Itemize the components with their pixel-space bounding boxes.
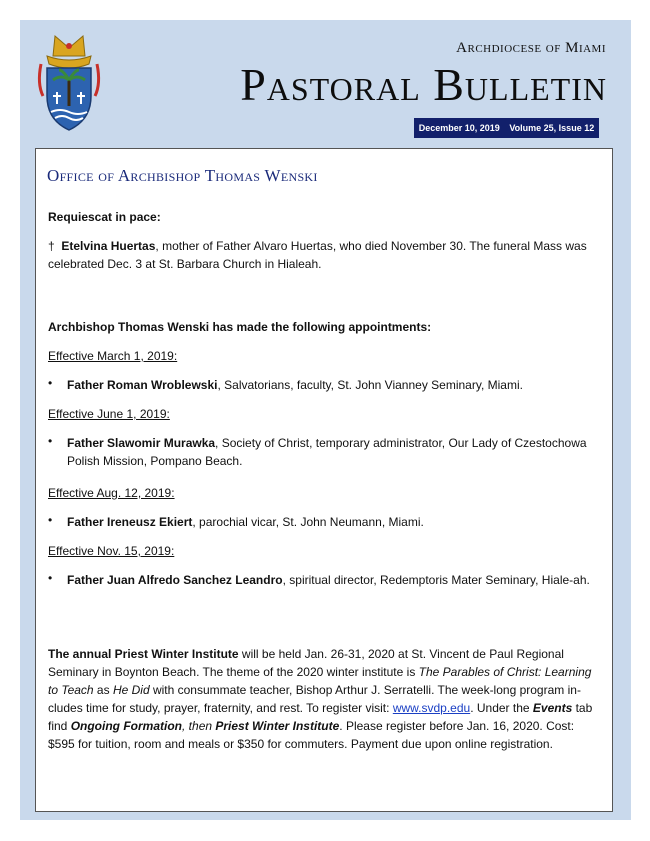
institute-theme: The Parables of Christ: Learning to Teach — [48, 665, 592, 697]
institute-text: as — [93, 683, 113, 697]
institute-paragraph — [48, 645, 593, 753]
effective-date: Effective Nov. 15, 2019: — [48, 544, 175, 558]
institute-text: tab find — [48, 701, 593, 733]
bullet-icon: • — [48, 434, 53, 448]
bullet-icon: • — [48, 513, 53, 527]
appointment-item — [67, 513, 592, 531]
bulletin-title: Pastoral Bulletin — [240, 59, 607, 110]
requiescat-heading: Requiescat in pace: — [48, 210, 161, 224]
appointee-name: Father Ireneusz Ekiert — [67, 515, 193, 529]
ongoing-formation: Ongoing Formation — [70, 719, 183, 733]
institute-text: with consummate teacher, Bishop Arthur J. Serratelli. The week-long program in-cludes time for study, prayer, fraternity, and rest. To register visit: — [48, 683, 581, 715]
bullet-icon: • — [48, 571, 53, 585]
appointment-item — [67, 434, 592, 470]
events-tab-name: Events — [532, 701, 573, 715]
diocese-name: Archdiocese of Miami — [456, 40, 606, 56]
issue-volume: Volume 25, Issue 12 — [509, 123, 595, 133]
dagger-icon: † — [48, 239, 55, 253]
institute-text: will be held Jan. 26-31, 2020 at St. Vincent de Paul Regional Seminary in Boynton Beach. The theme of the 2020 winter institute is — [48, 647, 564, 679]
appointee-name: Father Juan Alfredo Sanchez Leandro — [67, 573, 283, 587]
institute-text: , then — [182, 719, 216, 733]
appointment-text: , Salvatorians, faculty, St. John Vianney Seminary, Miami. — [217, 378, 523, 392]
requiescat-text: , mother of Father Alvaro Huertas, who died November 30. The funeral Mass was celebrated Dec. 3 at St. Barbara Church in Hialeah. — [48, 239, 587, 271]
appointee-name: Father Slawomir Murawka — [67, 436, 216, 450]
appointee-name: Father Roman Wroblewski — [67, 378, 218, 392]
appointment-text: , spiritual director, Redemptoris Mater Seminary, Hiale-ah. — [282, 573, 590, 587]
office-title: Office of Archbishop Thomas Wenski — [47, 166, 318, 185]
appointment-item — [67, 571, 592, 589]
appointments-heading: Archbishop Thomas Wenski has made the following appointments: — [48, 320, 432, 334]
effective-date: Effective June 1, 2019: — [48, 407, 170, 421]
bullet-icon: • — [48, 376, 53, 390]
institute-text: . Please register before Jan. 16, 2020. Cost: $595 for tuition, room and meals or $350 for commuters. Payment due upon online registration. — [48, 719, 575, 751]
appointment-item — [67, 376, 592, 394]
priest-winter-institute: Priest Winter Institute — [215, 719, 340, 733]
appointment-text: , Society of Christ, temporary administrator, Our Lady of Czestochowa Polish Mission, Pompano Beach. — [67, 436, 587, 468]
institute-text: . Under the — [470, 701, 533, 715]
deceased-name: Etelvina Huertas — [61, 239, 156, 253]
issue-bar — [414, 118, 599, 138]
archdiocese-crest-icon — [33, 34, 105, 134]
issue-date: December 10, 2019 — [418, 123, 500, 133]
register-link[interactable]: www.svdp.edu — [392, 701, 471, 715]
effective-date: Effective Aug. 12, 2019: — [48, 486, 175, 500]
effective-date: Effective March 1, 2019: — [48, 349, 178, 363]
appointment-text: , parochial vicar, St. John Neumann, Miami. — [192, 515, 424, 529]
institute-he-did: He Did — [112, 683, 150, 697]
institute-lead: The annual Priest Winter Institute — [48, 647, 239, 661]
requiescat-entry — [48, 237, 593, 273]
